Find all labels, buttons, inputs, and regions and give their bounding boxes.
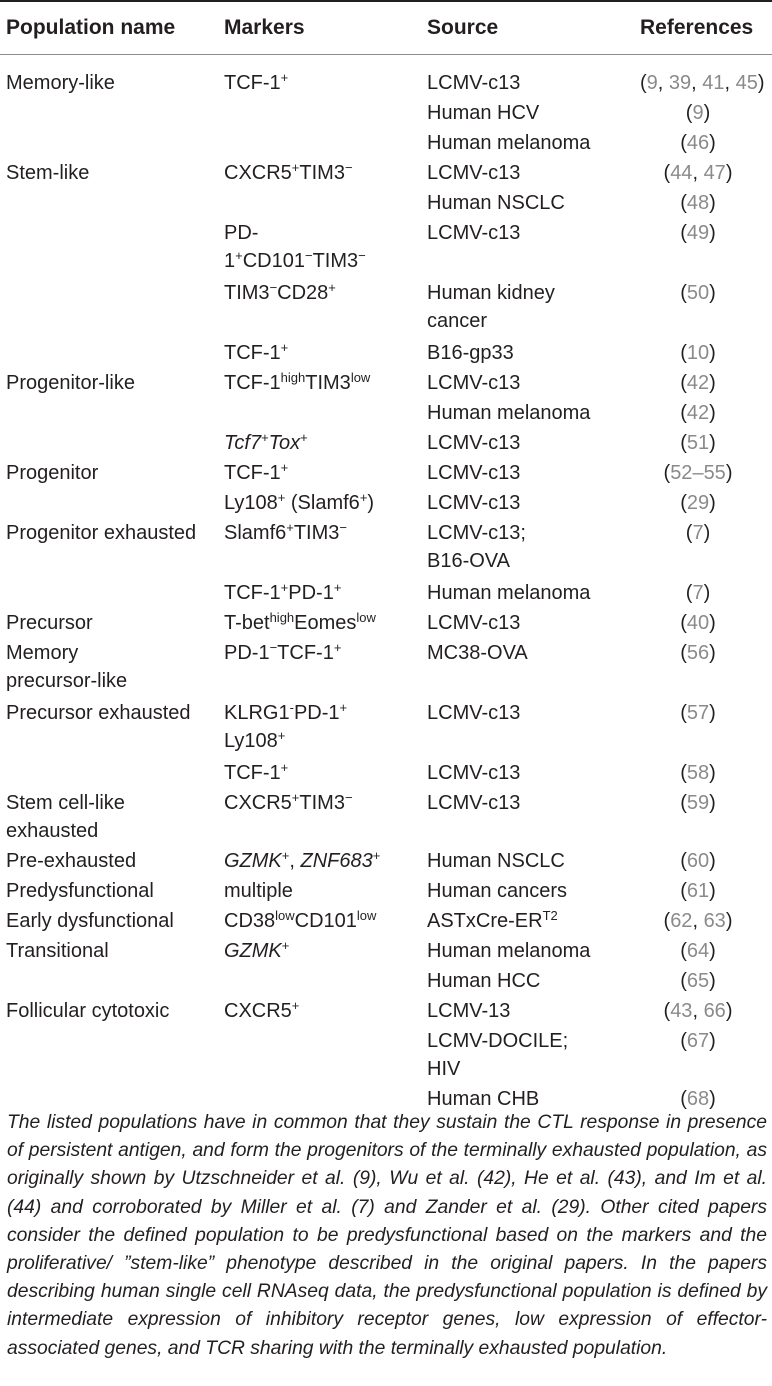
population-memory-like: Memory-like	[6, 72, 115, 94]
population-stem-cell-like-exhausted-cont: exhausted	[6, 820, 99, 842]
reference-cell: (50)	[680, 282, 716, 304]
header-population-name: Population name	[6, 16, 176, 39]
source-cell: LCMV-c13	[427, 702, 521, 724]
source-cell: LCMV-c13	[427, 792, 521, 814]
marker-cell: T-bet$^{high}$Eomes$^{low}$	[224, 610, 376, 634]
reference-cell: (29)	[680, 492, 716, 514]
reference-link[interactable]: 44	[670, 162, 693, 184]
header-references: References	[640, 16, 754, 39]
reference-link[interactable]: 39	[668, 72, 692, 94]
reference-cell: (65)	[680, 970, 716, 992]
reference-link[interactable]: 68	[686, 1088, 710, 1110]
marker-cell: $CD38^{low}CD101^{low}$	[224, 908, 377, 932]
reference-link[interactable]: 42	[686, 372, 710, 394]
population-pre-exhausted: Pre-exhausted	[6, 850, 137, 872]
marker-cell: TCF-1+	[224, 460, 289, 484]
reference-link[interactable]: 55	[703, 462, 726, 484]
reference-link[interactable]: 9	[692, 102, 704, 124]
reference-link[interactable]: 41	[702, 72, 725, 94]
reference-link[interactable]: 10	[686, 342, 710, 364]
population-precursor: Precursor	[6, 612, 93, 634]
reference-link[interactable]: 47	[703, 162, 726, 184]
source-cell: Human NSCLC	[427, 850, 565, 872]
reference-cell: (7)	[685, 522, 711, 544]
reference-cell: (67)	[680, 1030, 716, 1052]
reference-link[interactable]: 65	[686, 970, 710, 992]
source-cell: LCMV-13	[427, 1000, 511, 1022]
reference-cell: (68)	[680, 1088, 716, 1110]
reference-link[interactable]: 61	[686, 880, 710, 902]
reference-cell: (57)	[680, 702, 716, 724]
reference-link[interactable]: 64	[686, 940, 710, 962]
reference-link[interactable]: 29	[686, 492, 710, 514]
source-cell: Human melanoma	[427, 132, 591, 154]
population-stem-like: Stem-like	[6, 162, 90, 184]
reference-link[interactable]: 67	[686, 1030, 710, 1052]
source-cell: Human CHB	[427, 1088, 540, 1110]
source-cell: Human HCC	[427, 970, 541, 992]
source-cell: LCMV-c13	[427, 492, 521, 514]
table-caption: The listed populations have in common that they sustain the CTL response in presence of persistent antigen, and form the progenitors of the terminally exhausted population, as originally shown by Utzschneider et al. (9), Wu et al. (42), He et al. (43), and Im et al. (44) and corroborated by Miller et al. (7) and Zander et al. (29). Other cited papers consider the defined population to be predysfunctional based on the markers and the proliferative/ ”stem-like” phenotype described in the original papers. In the papers describing human single cell RNAseq data, the predysfunctional population is defined by intermediate expression of inhibitory receptor genes, low expression of effector-associated genes, and TCR sharing with the terminally exhausted population.	[7, 1112, 767, 1359]
header-markers: Markers	[224, 16, 305, 39]
reference-link[interactable]: 49	[686, 222, 710, 244]
population-progenitor-like: Progenitor-like	[6, 372, 135, 394]
source-cell: LCMV-c13	[427, 222, 521, 244]
population-stem-cell-like-exhausted: Stem cell-like	[6, 792, 125, 814]
reference-cell: (43, 66)	[663, 1000, 733, 1022]
reference-cell: (62, 63)	[663, 910, 733, 932]
reference-cell: (10)	[680, 342, 716, 364]
reference-link[interactable]: 50	[686, 282, 710, 304]
marker-cell: TCF-1+	[224, 70, 289, 94]
source-cell: Human kidney	[427, 282, 555, 304]
reference-cell: (51)	[680, 432, 716, 454]
source-cell: cancer	[427, 310, 488, 332]
population-memory-precursor-like: Memory	[6, 642, 79, 664]
source-cell: ASTxCre-$ER^{T2}$	[427, 908, 558, 932]
population-early-dysfunctional: Early dysfunctional	[6, 910, 174, 932]
reference-cell: (60)	[680, 850, 716, 872]
reference-link[interactable]: 42	[686, 402, 710, 424]
source-cell: LCMV-c13	[427, 72, 521, 94]
reference-cell: (42)	[680, 402, 716, 424]
source-cell: LCMV-c13	[427, 372, 521, 394]
source-cell: LCMV-DOCILE;	[427, 1030, 569, 1052]
source-cell: Human HCV	[427, 102, 540, 124]
marker-cell: CXCR5+TIM3−	[224, 160, 353, 184]
reference-link[interactable]: 58	[686, 762, 710, 784]
source-cell: HIV	[427, 1058, 461, 1080]
population-progenitor: Progenitor	[6, 462, 99, 484]
population-precursor-exhausted: Precursor exhausted	[6, 702, 191, 724]
marker-cell: CXCR5+	[224, 998, 300, 1022]
source-cell: LCMV-c13	[427, 162, 521, 184]
marker-cell: Ly108+ (Slamf6+)	[224, 490, 375, 514]
reference-cell: (9)	[685, 102, 711, 124]
source-cell: MC38-OVA	[427, 642, 528, 664]
reference-link[interactable]: 63	[703, 910, 726, 932]
reference-link[interactable]: 45	[735, 72, 758, 94]
marker-cell: CXCR5+TIM3−	[224, 790, 353, 814]
reference-cell: (52–55)	[663, 462, 733, 484]
reference-cell: (42)	[680, 372, 716, 394]
marker-cell: 1+CD101−TIM3−	[224, 248, 366, 272]
reference-link[interactable]: 62	[670, 910, 693, 932]
marker-cell: KLRG1-PD-1+	[224, 700, 348, 724]
population-predysfunctional: Predysfunctional	[6, 880, 154, 902]
reference-link[interactable]: 7	[692, 582, 704, 604]
marker-cell: Ly108+	[224, 728, 286, 752]
marker-cell: GZMK+, ZNF683+	[224, 848, 381, 872]
source-cell: Human cancers	[427, 880, 568, 902]
source-cell: Human melanoma	[427, 402, 591, 424]
marker-cell: PD-1−TCF-1+	[224, 640, 342, 664]
reference-link[interactable]: 52	[670, 462, 693, 484]
marker-cell: TIM3−CD28+	[224, 280, 336, 304]
reference-link[interactable]: 48	[686, 192, 710, 214]
source-cell: B16-gp33	[427, 342, 514, 364]
reference-cell: (44, 47)	[663, 162, 733, 184]
reference-link[interactable]: 51	[686, 432, 710, 454]
source-cell: LCMV-c13	[427, 612, 521, 634]
reference-link[interactable]: 60	[686, 850, 710, 872]
reference-cell: (58)	[680, 762, 716, 784]
marker-cell: TCF-1+	[224, 340, 289, 364]
reference-cell: (56)	[680, 642, 716, 664]
reference-cell: (46)	[680, 132, 716, 154]
reference-cell: (59)	[680, 792, 716, 814]
source-cell: LCMV-c13	[427, 432, 521, 454]
header-source: Source	[427, 16, 499, 39]
source-cell: Human melanoma	[427, 582, 591, 604]
reference-cell: (48)	[680, 192, 716, 214]
marker-cell: Tcf7+Tox+	[224, 430, 308, 454]
population-memory-precursor-like-cont: precursor-like	[6, 670, 128, 692]
marker-cell: TCF-1+	[224, 760, 289, 784]
reference-cell: (9, 39, 41, 45)	[640, 72, 765, 94]
reference-link[interactable]: 43	[670, 1000, 693, 1022]
reference-cell: (40)	[680, 612, 716, 634]
population-follicular-cytotoxic: Follicular cytotoxic	[6, 1000, 170, 1022]
marker-cell: PD-	[224, 222, 259, 244]
reference-link[interactable]: 7	[692, 522, 704, 544]
marker-cell: Slamf6+TIM3−	[224, 520, 347, 544]
source-cell: LCMV-c13	[427, 762, 521, 784]
source-cell: Human NSCLC	[427, 192, 565, 214]
reference-link[interactable]: 46	[686, 132, 710, 154]
reference-link[interactable]: 57	[686, 702, 710, 724]
marker-cell: TCF-1+PD-1+	[224, 580, 342, 604]
marker-cell: TCF-$1^{high}TIM3^{low}$	[224, 370, 371, 394]
reference-cell: (49)	[680, 222, 716, 244]
reference-cell: (64)	[680, 940, 716, 962]
reference-cell: (7)	[685, 582, 711, 604]
reference-link[interactable]: 9	[646, 72, 658, 94]
source-cell: Human melanoma	[427, 940, 591, 962]
reference-link[interactable]: 40	[686, 612, 710, 634]
marker-cell: GZMK+	[224, 938, 290, 962]
reference-cell: (61)	[680, 880, 716, 902]
source-cell: B16-OVA	[427, 550, 510, 572]
source-cell: LCMV-c13;	[427, 522, 526, 544]
population-transitional: Transitional	[6, 940, 109, 962]
reference-link[interactable]: 66	[703, 1000, 726, 1022]
top-rule	[0, 0, 772, 2]
population-progenitor-exhausted: Progenitor exhausted	[6, 522, 197, 544]
reference-link[interactable]: 59	[686, 792, 710, 814]
header-rule	[0, 54, 772, 55]
marker-cell: multiple	[224, 880, 293, 902]
source-cell: LCMV-c13	[427, 462, 521, 484]
reference-link[interactable]: 56	[686, 642, 710, 664]
